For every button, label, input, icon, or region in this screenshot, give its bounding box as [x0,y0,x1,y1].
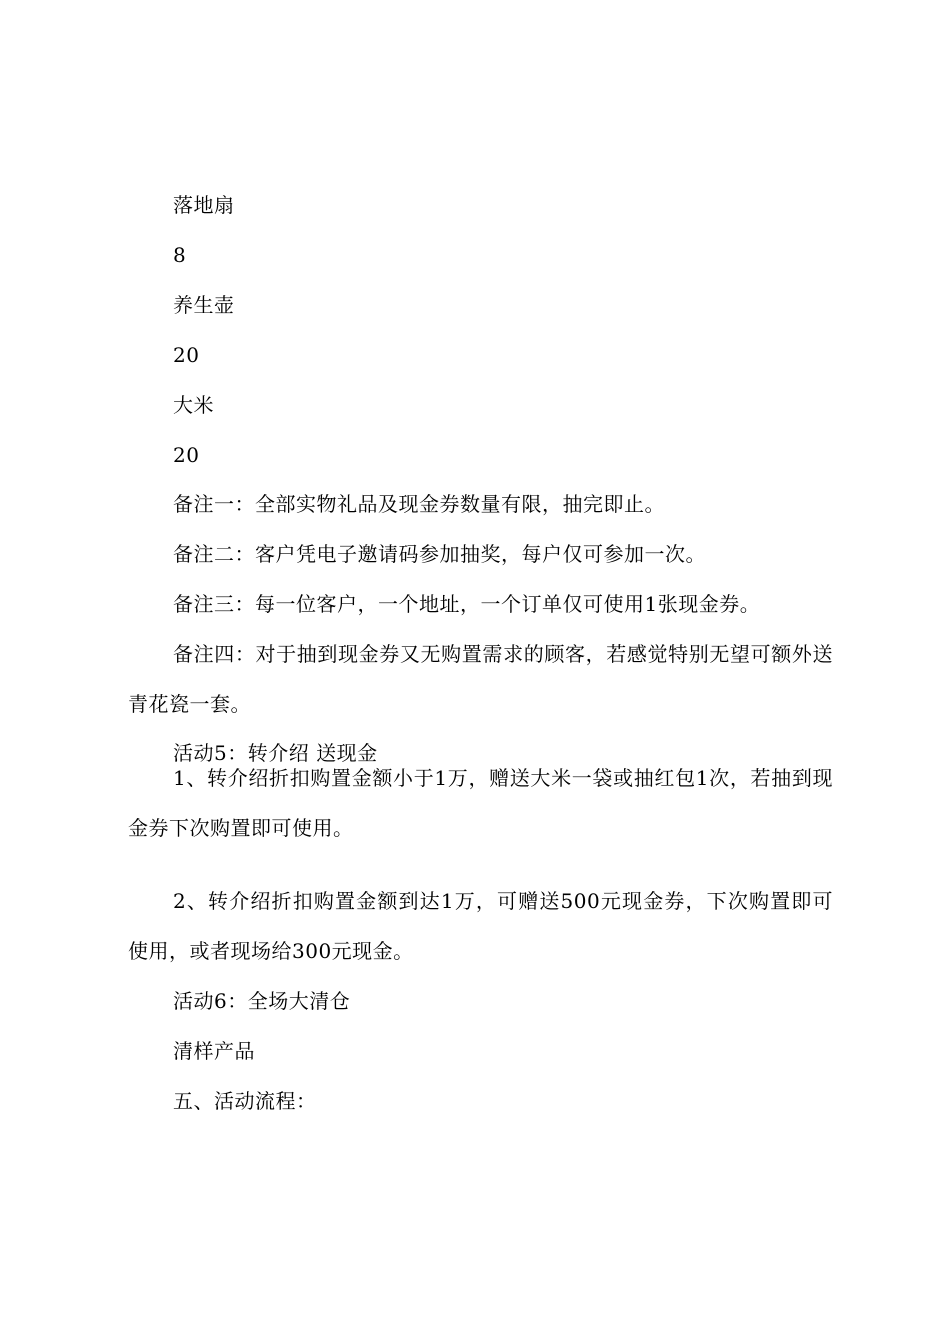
section-5-heading: 五、活动流程： [173,1089,317,1113]
prize-name-rice: 大米 [173,393,214,417]
activity-5-title: 活动5：转介绍 送现金 [173,741,378,765]
prize-qty-health-pot: 20 [173,343,200,367]
prize-name-health-pot: 养生壶 [173,293,235,317]
activity-6-title: 活动6：全场大清仓 [173,989,351,1013]
prize-name-floor-fan: 落地扇 [173,193,235,217]
note-2: 备注二：客户凭电子邀请码参加抽奖，每户仅可参加一次。 [173,542,706,566]
note-4: 备注四：对于抽到现金券又无购置需求的顾客，若感觉特别无望可额外送青花瓷一套。 [128,642,833,716]
prize-qty-floor-fan: 8 [173,243,187,267]
activity-5-rule-1: 1、转介绍折扣购置金额小于1万，赠送大米一袋或抽红包1次，若抽到现金券下次购置即可使用。 [128,766,833,840]
note-1: 备注一：全部实物礼品及现金券数量有限，抽完即止。 [173,492,665,516]
prize-qty-rice: 20 [173,443,200,467]
note-3: 备注三：每一位客户，一个地址，一个订单仅可使用1张现金券。 [173,592,761,616]
activity-6-body: 清样产品 [173,1039,255,1063]
activity-5-rule-2: 2、转介绍折扣购置金额到达1万，可赠送500元现金券，下次购置即可使用，或者现场给300元现金。 [128,889,833,963]
